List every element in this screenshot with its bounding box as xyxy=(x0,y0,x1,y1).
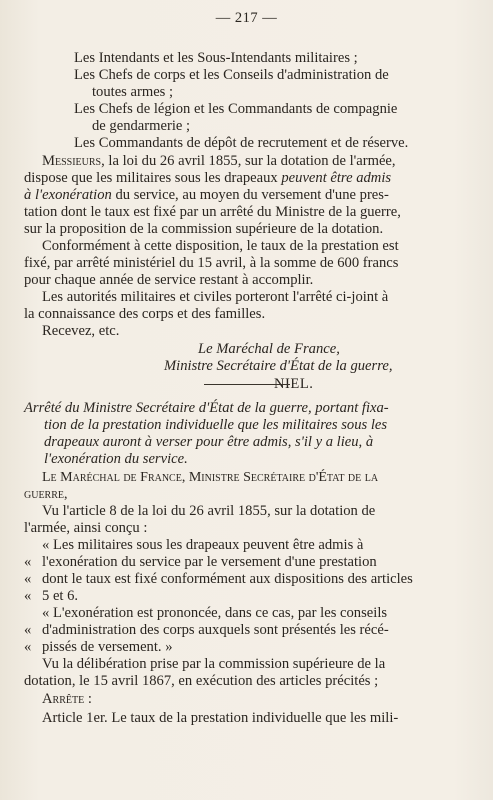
addressee-line: Les Chefs de corps et les Conseils d'administration de xyxy=(74,67,389,83)
vu-line: Vu l'article 8 de la loi du 26 avril 1855, sur la dotation de xyxy=(42,503,376,519)
arrete-label: Arrête : xyxy=(42,691,92,707)
addressee-line: Les Intendants et les Sous-Intendants militaires ; xyxy=(74,50,358,66)
addressee-line: Les Chefs de légion et les Commandants de compagnie xyxy=(74,101,398,117)
letter-line: Conformément à cette disposition, le taux de la prestation est xyxy=(42,238,399,254)
letter-line xyxy=(42,153,396,170)
quote-line: « Les militaires sous les drapeaux peuvent être admis à xyxy=(42,537,364,553)
letter-line: fixé, par arrêté ministériel du 15 avril, à la somme de 600 francs xyxy=(24,255,399,271)
quote-line: l'exonération du service par le versement d'une prestation xyxy=(42,554,377,570)
quote-mark: « xyxy=(24,554,32,570)
quote-mark: « xyxy=(24,588,32,604)
closing: Recevez, etc. xyxy=(42,323,120,339)
addressee-line: Les Commandants de dépôt de recrutement et de réserve. xyxy=(74,135,409,151)
letter-line xyxy=(24,187,389,204)
arrete-heading-line: drapeaux auront à verser pour être admis, s'il y a lieu, à xyxy=(44,434,374,450)
letter-line: tation dont le taux est fixé par un arrêté du Ministre de la guerre, xyxy=(24,204,401,220)
authority-line: guerre, xyxy=(24,487,68,502)
quote-mark: « xyxy=(24,639,32,655)
letter-line: Les autorités militaires et civiles porteront l'arrêté ci-joint à xyxy=(42,289,389,305)
signature-title: Ministre Secrétaire d'État de la guerre, xyxy=(164,358,393,374)
quote-mark: « xyxy=(24,571,32,587)
arrete-heading-line: l'exonération du service. xyxy=(44,451,188,467)
arrete-heading-line: tion de la prestation individuelle que les militaires sous les xyxy=(44,417,388,433)
quote-line: « L'exonération est prononcée, dans ce cas, par les conseils xyxy=(42,605,388,621)
article-text: Le taux de la prestation individuelle que les mili- xyxy=(111,710,399,726)
salutation: Messieurs, xyxy=(42,153,105,169)
letter-italic: à l'exonération xyxy=(24,187,112,203)
letter-line: sur la proposition de la commission supérieure de la dotation. xyxy=(24,221,384,237)
signature-name: NIEL. xyxy=(274,376,314,392)
quote-line: 5 et 6. xyxy=(42,588,79,604)
letter-text: dispose que les militaires sous les drapeaux xyxy=(24,170,278,186)
article-line xyxy=(42,710,398,727)
signature-title: Le Maréchal de France, xyxy=(198,341,340,357)
quote-line: dont le taux est fixé conformément aux dispositions des articles xyxy=(42,571,413,587)
addressee-line: toutes armes ; xyxy=(92,84,174,100)
quote-mark: « xyxy=(24,622,32,638)
authority-line: Le Maréchal de France, Ministre Secrétaire d'État de la xyxy=(42,470,379,485)
letter-text: du service, au moyen du versement d'une pres- xyxy=(115,187,389,203)
letter-text: la loi du 26 avril 1855, sur la dotation de l'armée, xyxy=(108,153,396,169)
quote-line: pissés de versement. » xyxy=(42,639,173,655)
letter-line xyxy=(24,170,391,187)
vu-line: dotation, le 15 avril 1867, en exécution des articles précités ; xyxy=(24,673,379,689)
arrete-heading-line: Arrêté du Ministre Secrétaire d'État de la guerre, portant fixa- xyxy=(24,400,389,416)
page-number: — 217 — xyxy=(215,10,278,26)
section-divider xyxy=(204,384,290,385)
addressee-line: de gendarmerie ; xyxy=(92,118,191,134)
letter-line: la connaissance des corps et des familles. xyxy=(24,306,266,322)
letter-italic: peuvent être admis xyxy=(281,170,392,186)
letter-line: pour chaque année de service restant à accomplir. xyxy=(24,272,314,288)
quote-line: d'administration des corps auxquels sont présentés les récé- xyxy=(42,622,389,638)
article-label: Article 1er. xyxy=(42,710,108,726)
vu-line: Vu la délibération prise par la commission supérieure de la xyxy=(42,656,386,672)
vu-line: l'armée, ainsi conçu : xyxy=(24,520,148,536)
